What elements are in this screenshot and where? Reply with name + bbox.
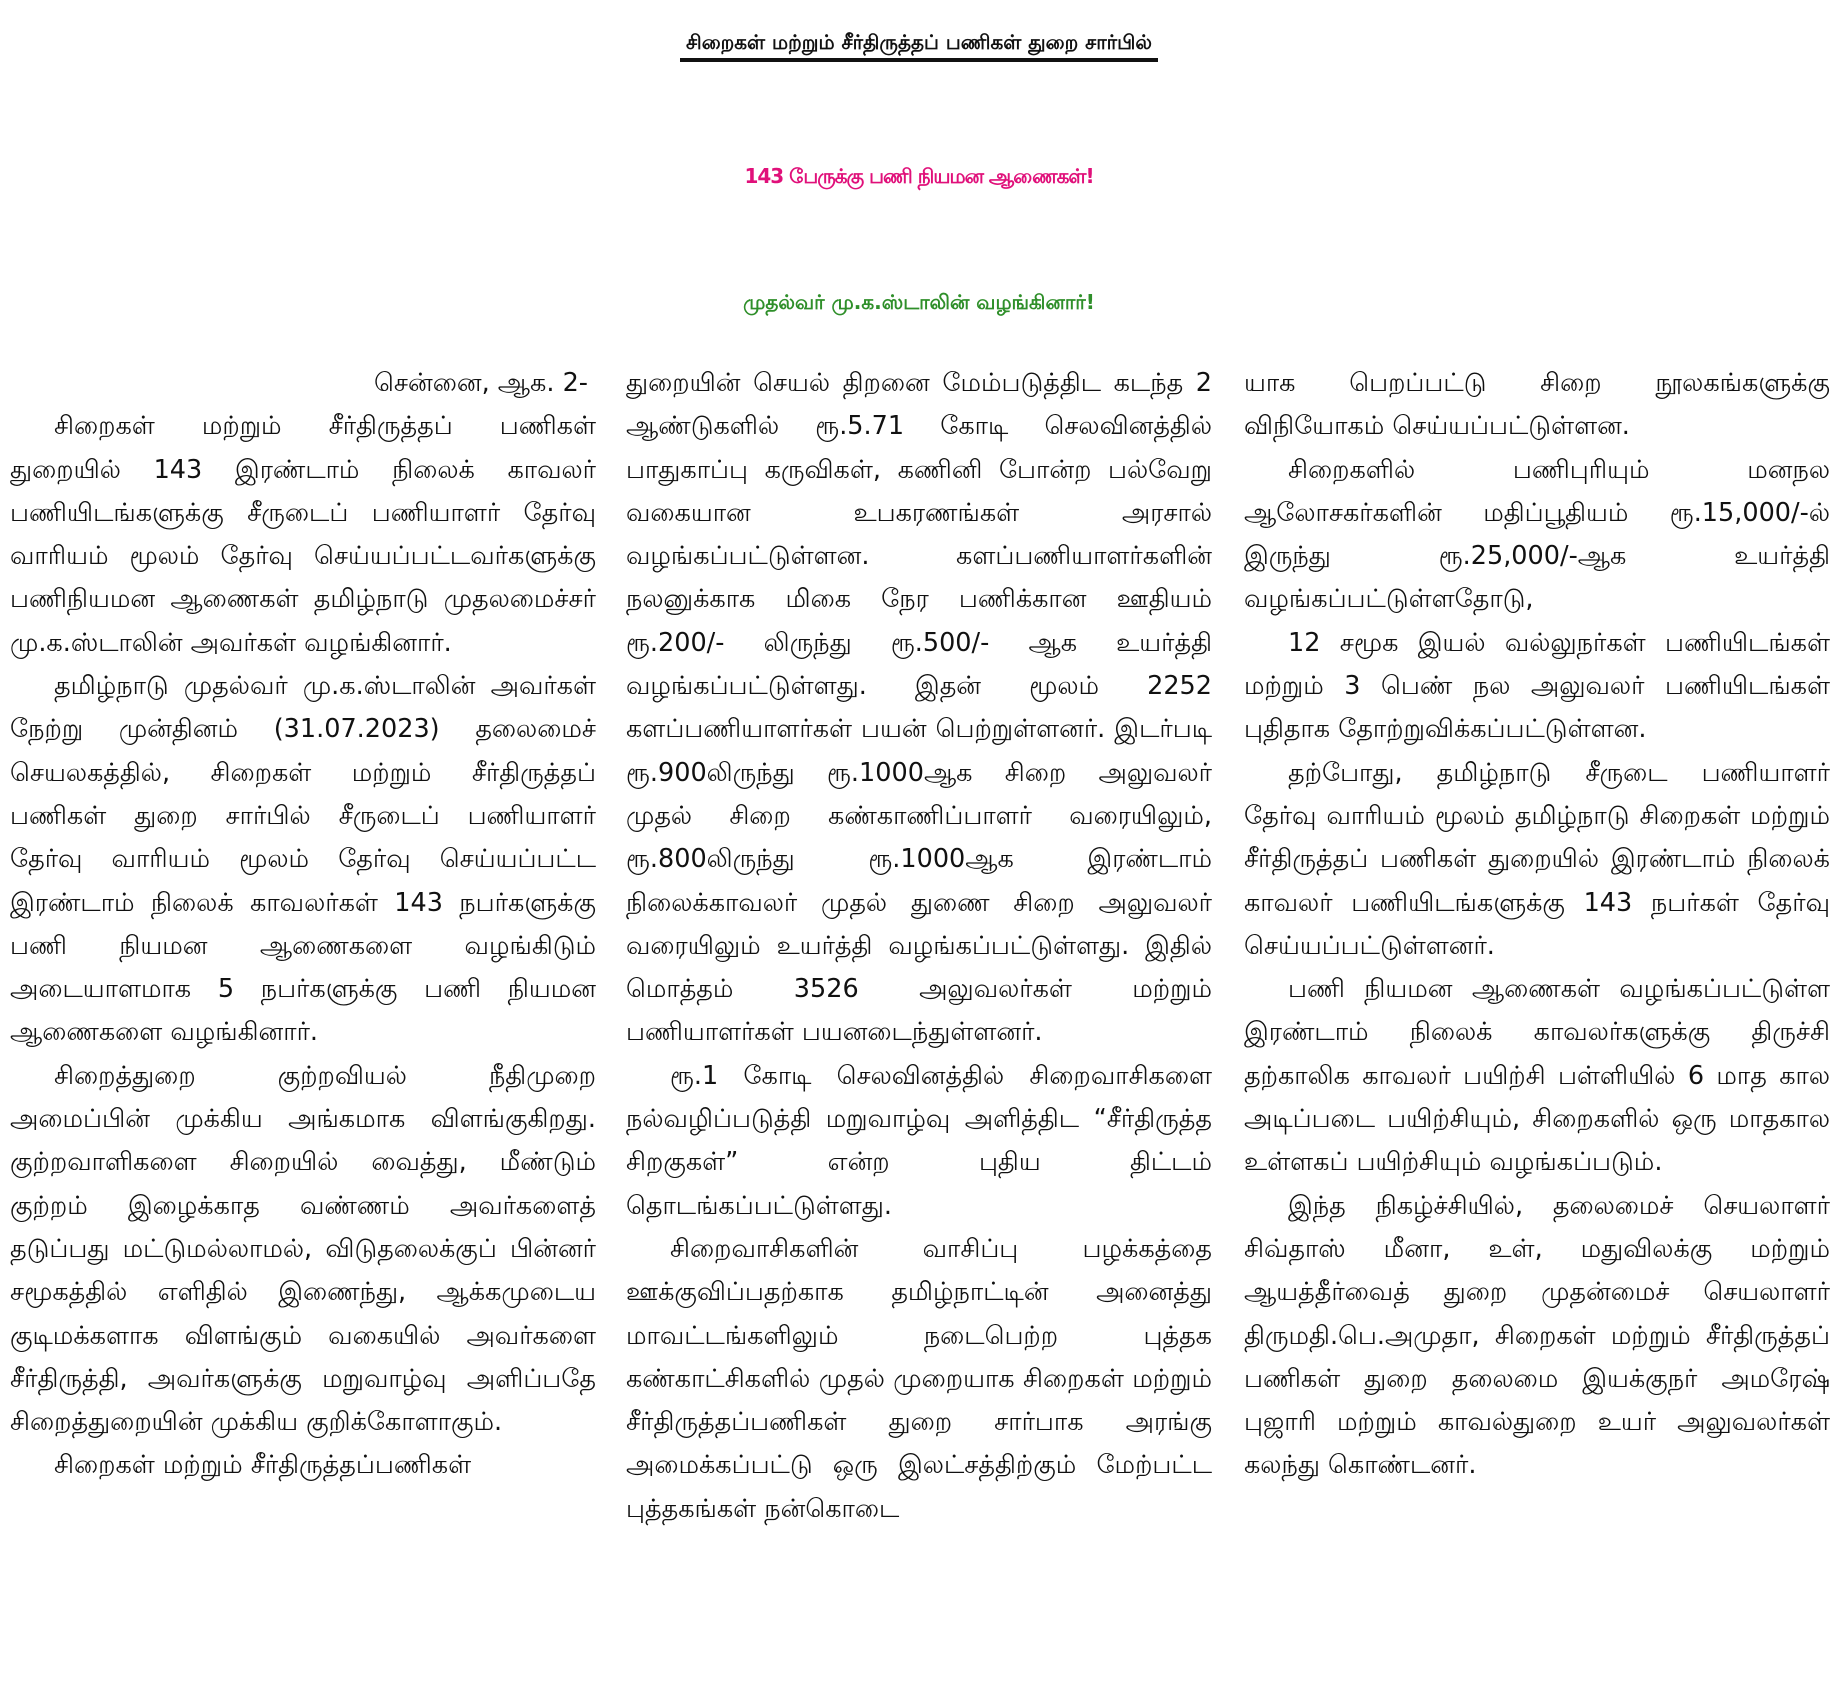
subheadline: முதல்வர் மு.க.ஸ்டாலின் வழங்கினார்! — [743, 290, 1095, 314]
headline: 143 பேருக்கு பணி நியமன ஆணைகள்! — [744, 164, 1094, 188]
paragraph: சிறைகள் மற்றும் சீர்திருத்தப்பணிகள் — [54, 1450, 472, 1481]
article-column-3 — [1244, 362, 1830, 1680]
dateline: சென்னை, ஆக. 2- — [374, 368, 588, 398]
article-column-1 — [10, 362, 596, 1680]
paragraph: பணி நியமன ஆணைகள் வழங்கப்பட்டுள்ள இரண்டாம் நிலைக் காவலர்களுக்கு திருச்சி தற்காலிக காவலர் பயிற்சி பள்ளியில் 6 மாத கால அடிப்படை பயிற்சியும், சிறைகளில் ஒரு மாதகால உள்ளகப் பயிற்சியும் வழங்கப்படும். — [1244, 974, 1830, 1178]
paragraph: சிறைகள் மற்றும் சீர்திருத்தப் பணிகள் துறையில் 143 இரண்டாம் நிலைக் காவலர் பணியிடங்களுக்கு சீருடைப் பணியாளர் தேர்வு வாரியம் மூலம் தேர்வு செய்யப்பட்டவர்களுக்கு பணிநியமன ஆணைகள் தமிழ்நாடு முதலமைச்சர் மு.க.ஸ்டாலின் அவர்கள் வழங்கினார். — [10, 411, 596, 658]
paragraph: சிறைவாசிகளின் வாசிப்பு பழக்கத்தை ஊக்குவிப்பதற்காக தமிழ்நாட்டின் அனைத்து மாவட்டங்களிலும் நடைபெற்ற புத்தக கண்காட்சிகளில் முதல் முறையாக சிறைகள் மற்றும் சீர்திருத்தப்பணிகள் துறை சார்பாக அரங்கு அமைக்கப்பட்டு ஒரு இலட்சத்திற்கும் மேற்பட்ட புத்தகங்கள் நன்கொடை — [626, 1233, 1212, 1524]
paragraph: தமிழ்நாடு முதல்வர் மு.க.ஸ்டாலின் அவர்கள் நேற்று முன்தினம் (31.07.2023) தலைமைச் செயலகத்தில், சிறைகள் மற்றும் சீர்திருத்தப் பணிகள் துறை சார்பில் சீருடைப் பணியாளர் தேர்வு வாரியம் மூலம் தேர்வு செய்யப்பட்ட இரண்டாம் நிலைக் காவலர்கள் 143 நபர்களுக்கு பணி நியமன ஆணைகளை வழங்கிடும் அடையாளமாக 5 நபர்களுக்கு பணி நியமன ஆணைகளை வழங்கினார். — [10, 671, 596, 1048]
paragraph: சிறைத்துறை குற்றவியல் நீதிமுறை அமைப்பின் முக்கிய அங்கமாக விளங்குகிறது. குற்றவாளிகளை சிறையில் வைத்து, மீண்டும் குற்றம் இழைக்காத வண்ணம் அவர்களைத் தடுப்பது மட்டுமல்லாமல், விடுதலைக்குப் பின்னர் சமூகத்தில் எளிதில் இணைந்து, ஆக்கமுடைய குடிமக்களாக விளங்கும் வகையில் அவர்களை சீர்திருத்தி, அவர்களுக்கு மறுவாழ்வு அளிப்பதே சிறைத்துறையின் முக்கிய குறிக்கோளாகும். — [10, 1060, 596, 1438]
paragraph: இந்த நிகழ்ச்சியில், தலைமைச் செயலாளர் சிவ்தாஸ் மீனா, உள், மதுவிலக்கு மற்றும் ஆயத்தீர்வைத் துறை முதன்மைச் செயலாளர் திருமதி.பெ.அமுதா, சிறைகள் மற்றும் சீர்திருத்தப் பணிகள் துறை தலைமை இயக்குநர் அமரேஷ் புஜாரி மற்றும் காவல்துறை உயர் அலுவலர்கள் கலந்து கொண்டனர். — [1244, 1190, 1830, 1481]
paragraph: 12 சமூக இயல் வல்லுநர்கள் பணியிடங்கள் மற்றும் 3 பெண் நல அலுவலர் பணியிடங்கள் புதிதாக தோற்றுவிக்கப்பட்டுள்ளன. — [1244, 627, 1830, 745]
paragraph: தற்போது, தமிழ்நாடு சீருடை பணியாளர் தேர்வு வாரியம் மூலம் தமிழ்நாடு சிறைகள் மற்றும் சீர்திருத்தப் பணிகள் துறையில் இரண்டாம் நிலைக் காவலர் பணியிடங்களுக்கு 143 நபர்கள் தேர்வு செய்யப்பட்டுள்ளனர். — [1244, 757, 1830, 961]
paragraph: துறையின் செயல் திறனை மேம்படுத்திட கடந்த 2 ஆண்டுகளில் ரூ.5.71 கோடி செலவினத்தில் பாதுகாப்பு கருவிகள், கணினி போன்ற பல்வேறு வகையான உபகரணங்கள் அரசால் வழங்கப்பட்டுள்ளன. களப்பணியாளர்களின் நலனுக்காக மிகை நேர பணிக்கான ஊதியம் ரூ.200/- லிருந்து ரூ.500/- ஆக உயர்த்தி வழங்கப்பட்டுள்ளது. இதன் மூலம் 2252 களப்பணியாளர்கள் பயன் பெற்றுள்ளனர். இடர்படி ரூ.900லிருந்து ரூ.1000ஆக சிறை அலுவலர் முதல் சிறை கண்காணிப்பாளர் வரையிலும், ரூ.800லிருந்து ரூ.1000ஆக இரண்டாம் நிலைக்காவலர் முதல் துணை சிறை அலுவலர் வரையிலும் உயர்த்தி வழங்கப்பட்டுள்ளது. இதில் மொத்தம் 3526 அலுவலர்கள் மற்றும் பணியாளர்கள் பயனடைந்துள்ளனர். — [626, 368, 1212, 1048]
kicker-line — [0, 6, 1838, 78]
paragraph: சிறைகளில் பணிபுரியும் மனநல ஆலோசகர்களின் மதிப்பூதியம் ரூ.15,000/-ல் இருந்து ரூ.25,000/-ஆக உயர்த்தி வழங்கப்பட்டுள்ளதோடு, — [1244, 454, 1830, 615]
paragraph: ரூ.1 கோடி செலவினத்தில் சிறைவாசிகளை நல்வழிப்படுத்தி மறுவாழ்வு அளித்திட “சீர்திருத்த சிறகுகள்” என்ற புதிய திட்டம் தொடங்கப்பட்டுள்ளது. — [626, 1060, 1212, 1221]
kicker-text: சிறைகள் மற்றும் சீர்திருத்தப் பணிகள் துறை சார்பில் — [680, 30, 1158, 62]
article-column-2 — [626, 362, 1212, 1680]
paragraph: யாக பெறப்பட்டு சிறை நூலகங்களுக்கு விநியோகம் செய்யப்பட்டுள்ளன. — [1244, 368, 1830, 442]
